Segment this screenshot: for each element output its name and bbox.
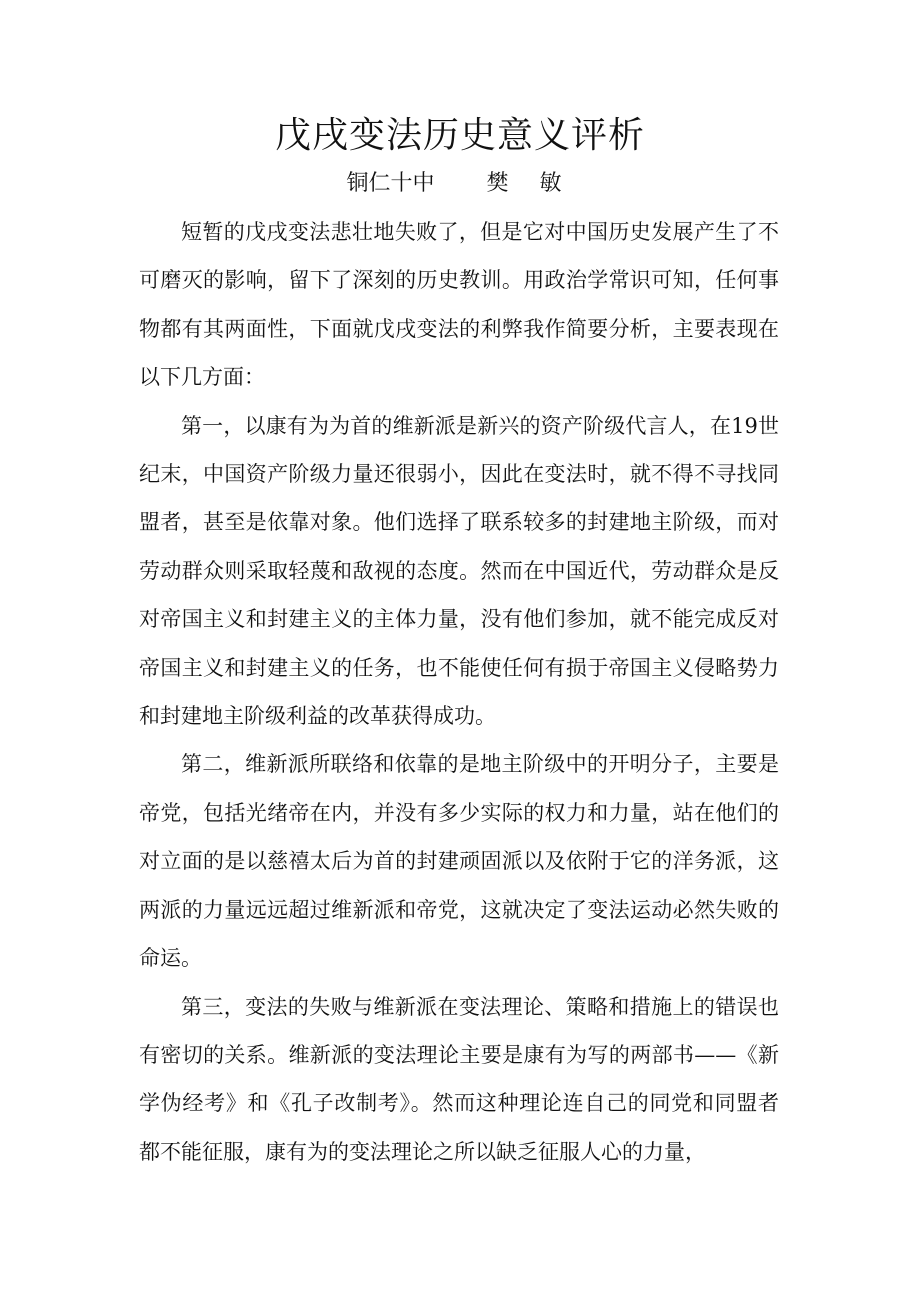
school-name: 铜仁十中	[346, 171, 435, 196]
paragraph-second-point: 第二，维新派所联络和依靠的是地主阶级中的开明分子，主要是帝党，包括光绪帝在内，并没有多少实际的权力和力量，站在他们的对立面的是以慈禧太后为首的封建顽固派以及依附于它的洋务派，这两派的力量远远超过维新派和帝党，这就决定了变法运动必然失败的命运。	[139, 752, 779, 971]
byline	[0, 166, 920, 202]
paragraph-intro: 短暂的戊戌变法悲壮地失败了，但是它对中国历史发展产生了不可磨灭的影响，留下了深刻的历史教训。用政治学常识可知，任何事物都有其两面性，下面就戊戌变法的利弊我作简要分析，主要表现在以下几方面：	[139, 220, 779, 390]
document-title: 戊戌变法历史意义评析	[274, 115, 645, 156]
document-body	[139, 208, 779, 1176]
paragraph-first-point: 第一，以康有为为首的维新派是新兴的资产阶级代言人，在19世纪末，中国资产阶级力量还很弱小，因此在变法时，就不得不寻找同盟者，甚至是依靠对象。他们选择了联系较多的封建地主阶级，而对劳动群众则采取轻蔑和敌视的态度。然而在中国近代，劳动群众是反对帝国主义和封建主义的主体力量，没有他们参加，就不能完成反对帝国主义和封建主义的任务，也不能使任何有损于帝国主义侵略势力和封建地主阶级利益的改革获得成功。	[139, 413, 779, 729]
author-name: 樊 敏	[486, 171, 574, 196]
paragraph-third-point: 第三，变法的失败与维新派在变法理论、策略和措施上的错误也有密切的关系。维新派的变法理论主要是康有为写的两部书——《新学伪经考》和《孔子改制考》。然而这种理论连自己的同党和同盟者都不能征服，康有为的变法理论之所以缺乏征服人心的力量，	[139, 994, 779, 1164]
